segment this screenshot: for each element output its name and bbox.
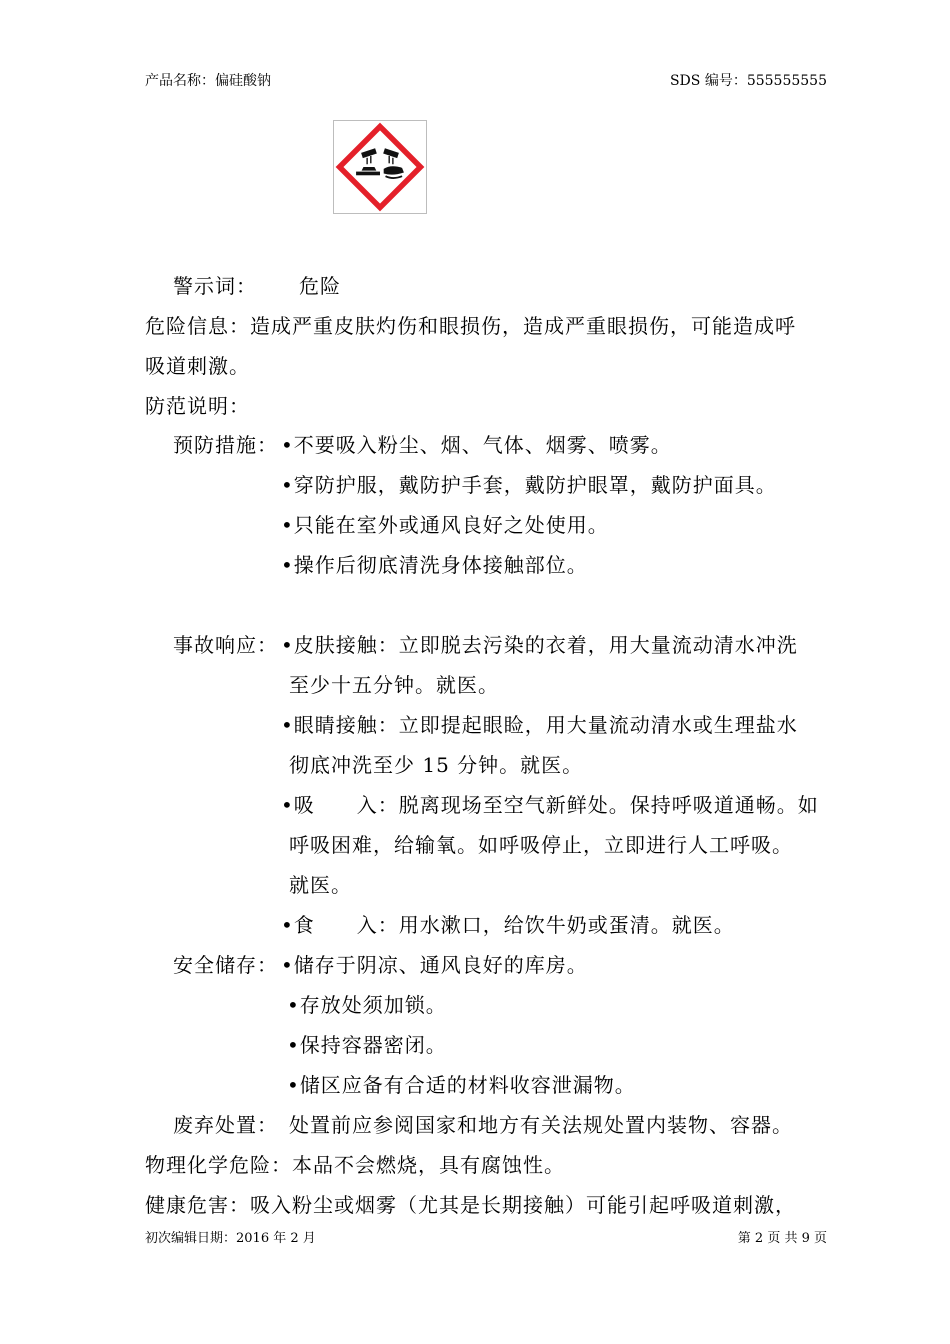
response-line: 呼吸困难，给输氧。如呼吸停止，立即进行人工呼吸。: [289, 833, 793, 857]
product-name: 产品名称：偏硅酸钠: [145, 73, 271, 89]
prevention-item: •穿防护服，戴防护手套，戴防护眼罩，戴防护面具。: [281, 473, 777, 497]
signal-word-value: 危险: [299, 274, 341, 298]
physical-hazard-line: 物理化学危险：本品不会燃烧，具有腐蚀性。: [145, 1153, 565, 1177]
corrosion-icon: [334, 121, 426, 213]
response-line: 彻底冲洗至少 15 分钟。就医。: [289, 753, 584, 777]
storage-item: •储区应备有合适的材料收容泄漏物。: [287, 1073, 636, 1097]
response-line: •皮肤接触：立即脱去污染的衣着，用大量流动清水冲洗: [281, 633, 798, 657]
prevention-item: •不要吸入粉尘、烟、气体、烟雾、喷雾。: [281, 433, 672, 457]
signal-word-label: 警示词：: [173, 274, 257, 298]
precaution-heading: 防范说明：: [145, 394, 250, 418]
storage-item: •保持容器密闭。: [287, 1033, 447, 1057]
edit-date: 初次编辑日期：2016 年 2 月: [145, 1231, 316, 1246]
response-line: •眼睛接触：立即提起眼睑，用大量流动清水或生理盐水: [281, 713, 798, 737]
page-header: [145, 72, 827, 90]
hazard-info-line-2: 吸道刺激。: [145, 354, 250, 378]
storage-item: •储存于阴凉、通风良好的库房。: [281, 953, 588, 977]
response-line: 就医。: [289, 873, 352, 897]
ghs-pictogram: [333, 120, 427, 214]
health-hazard-line: 健康危害：吸入粉尘或烟雾（尤其是长期接触）可能引起呼吸道刺激，: [145, 1193, 796, 1217]
response-line: •食 入：用水漱口，给饮牛奶或蛋清。就医。: [281, 913, 735, 937]
response-line: •吸 入：脱离现场至空气新鲜处。保持呼吸道通畅。如: [281, 793, 819, 817]
page-footer: [145, 1230, 827, 1248]
response-label: 事故响应：: [173, 633, 278, 657]
page-number: 第 2 页 共 9 页: [737, 1231, 827, 1246]
response-line: 至少十五分钟。就医。: [289, 673, 499, 697]
storage-label: 安全储存：: [173, 953, 278, 977]
prevention-item: •只能在室外或通风良好之处使用。: [281, 513, 609, 537]
prevention-label: 预防措施：: [173, 433, 278, 457]
signal-word-row: [173, 272, 341, 300]
disposal-line: 废弃处置： 处置前应参阅国家和地方有关法规处置内装物、容器。: [173, 1113, 793, 1137]
sds-number: SDS 编号：555555555: [669, 73, 827, 89]
prevention-item: •操作后彻底清洗身体接触部位。: [281, 553, 588, 577]
hazard-info-line-1: 危险信息：造成严重皮肤灼伤和眼损伤，造成严重眼损伤，可能造成呼: [145, 314, 796, 338]
storage-item: •存放处须加锁。: [287, 993, 447, 1017]
